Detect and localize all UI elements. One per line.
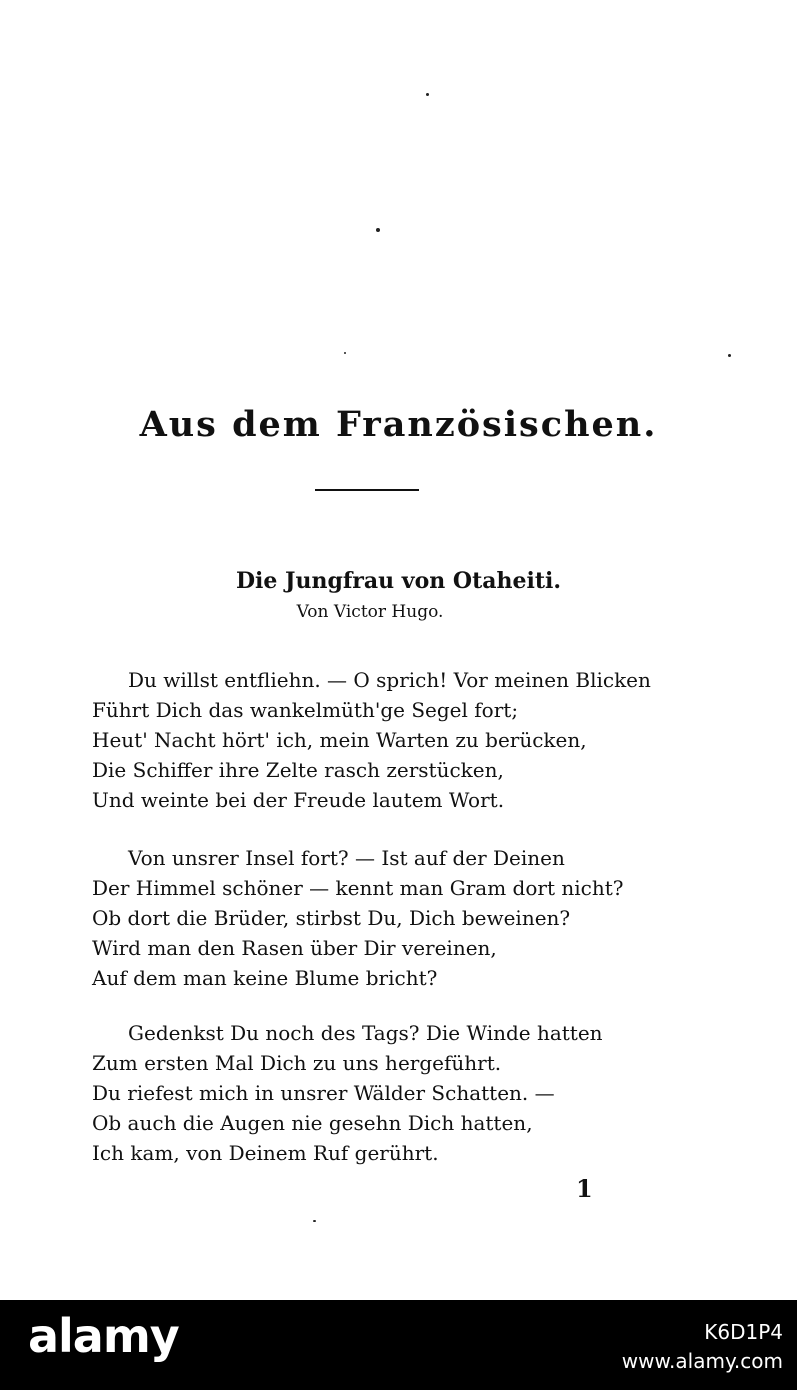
verse-line: Gedenkst Du noch des Tags? Die Winde hatten (128, 1021, 603, 1045)
watermark-logo: alamy (28, 1309, 179, 1363)
verse-line: Von unsrer Insel fort? — Ist auf der Deinen (128, 846, 565, 870)
verse-line: Ob dort die Brüder, stirbst Du, Dich beweinen? (92, 906, 571, 930)
page-number: 1 (576, 1174, 593, 1203)
print-speck (344, 352, 346, 354)
verse-line: Heut' Nacht hört' ich, mein Warten zu berücken, (92, 728, 587, 752)
verse-line: Ob auch die Augen nie gesehn Dich hatten, (92, 1111, 533, 1135)
verse-line: Der Himmel schöner — kennt man Gram dort nicht? (92, 876, 624, 900)
title-divider (315, 489, 419, 491)
verse-line: Zum ersten Mal Dich zu uns hergeführt. (92, 1051, 502, 1075)
verse-line: Führt Dich das wankelmüth'ge Segel fort; (92, 698, 519, 722)
watermark-url: www.alamy.com (621, 1349, 783, 1373)
stanza-1 (92, 665, 651, 815)
section-title: Aus dem Französischen. (139, 404, 658, 445)
verse-line: Du riefest mich in unsrer Wälder Schatten. — (92, 1081, 555, 1105)
print-speck (426, 93, 429, 96)
verse-line: Du willst entfliehn. — O sprich! Vor meinen Blicken (128, 668, 651, 692)
stanza-2 (92, 843, 623, 993)
print-speck (376, 228, 380, 232)
verse-line: Die Schiffer ihre Zelte rasch zerstücken, (92, 758, 504, 782)
poem-byline: Von Victor Hugo. (296, 602, 444, 622)
verse-line: Wird man den Rasen über Dir vereinen, (92, 936, 497, 960)
poem-title: Die Jungfrau von Otaheiti. (235, 568, 562, 594)
print-speck (313, 1220, 316, 1222)
verse-line: Ich kam, von Deinem Ruf gerührt. (92, 1141, 439, 1165)
print-speck (728, 354, 731, 357)
verse-line: Auf dem man keine Blume bricht? (92, 966, 438, 990)
stanza-3 (92, 1018, 603, 1168)
watermark-image-id: K6D1P4 (704, 1320, 783, 1344)
verse-line: Und weinte bei der Freude lautem Wort. (92, 788, 505, 812)
